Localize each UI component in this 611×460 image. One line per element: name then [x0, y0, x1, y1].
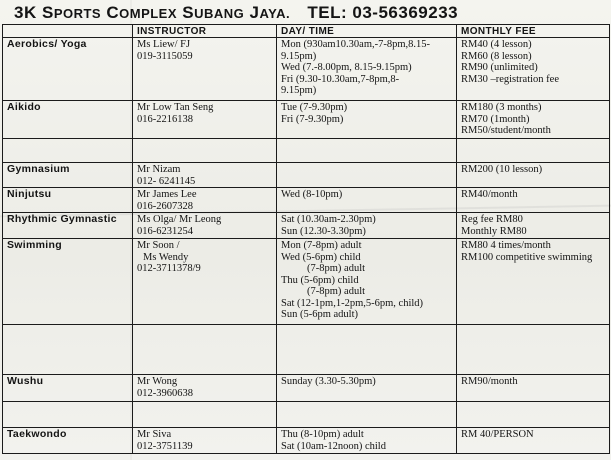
activity-cell: Gymnasium	[3, 163, 133, 188]
cell-line: RM60 (8 lesson)	[461, 50, 532, 62]
cell-line: 9.15pm)	[281, 50, 317, 62]
cell-line: RM90 (unlimited)	[461, 62, 538, 73]
cell-line: 016-6231254	[137, 225, 193, 237]
activity-cell: Taekwondo	[3, 428, 133, 454]
cell-line: RM100 competitive swimming	[461, 251, 593, 263]
instructor-cell	[133, 213, 277, 239]
cell-line: Mon (7-8pm) adult	[281, 240, 362, 251]
table-row	[3, 325, 610, 375]
cell-line: Mr Nizam	[137, 164, 181, 175]
instructor-cell	[133, 188, 277, 213]
column-header: DAY/ TIME	[277, 25, 457, 38]
activity-cell: Swimming	[3, 239, 133, 325]
activity-cell: Aikido	[3, 101, 133, 139]
table-row	[3, 139, 610, 163]
fee-cell	[457, 428, 610, 454]
cell-line: RM180 (3 months)	[461, 102, 542, 113]
instructor-cell	[133, 38, 277, 101]
schedule-cell	[277, 163, 457, 188]
table-row	[3, 239, 610, 325]
activity-cell	[3, 402, 133, 428]
cell-line: (7-8pm) adult	[307, 263, 366, 274]
cell-line: Reg fee RM80	[461, 214, 523, 225]
cell-line: Ms Olga/ Mr Leong	[137, 214, 222, 225]
cell-line: (7-8pm) adult	[307, 286, 366, 297]
schedule-cell	[277, 239, 457, 325]
fee-cell	[457, 139, 610, 163]
schedule-cell	[277, 402, 457, 428]
cell-line: 012-3960638	[137, 387, 193, 399]
cell-line: Mr Low Tan Seng	[137, 102, 214, 113]
title-part: UBANG	[194, 6, 245, 21]
schedule-cell	[277, 213, 457, 239]
title-part: J	[249, 3, 260, 22]
schedule-cell	[277, 375, 457, 402]
title-part: AYA.	[259, 6, 291, 21]
cell-line: Mr Wong	[137, 376, 178, 387]
cell-line: RM50/student/month	[461, 125, 551, 136]
table-row	[3, 188, 610, 213]
cell-line: Sunday (3.30-5.30pm)	[281, 376, 376, 387]
table-row	[3, 38, 610, 101]
cell-line: Wed (5-6pm) child	[281, 251, 361, 263]
page-title	[14, 3, 458, 23]
cell-line: Sun (5-6pm adult)	[281, 309, 358, 320]
activity-cell	[3, 325, 133, 375]
cell-line: RM200 (10 lesson)	[461, 164, 543, 175]
fee-cell	[457, 375, 610, 402]
title-part: S	[41, 3, 54, 22]
instructor-cell	[133, 375, 277, 402]
cell-line: 016-2607328	[137, 200, 193, 212]
schedule-cell	[277, 139, 457, 163]
fee-cell	[457, 163, 610, 188]
cell-line: Tue (7-9.30pm)	[281, 102, 348, 113]
table-row	[3, 402, 610, 428]
cell-line: Monthly RM80	[461, 225, 527, 237]
activity-cell	[3, 139, 133, 163]
table-row	[3, 375, 610, 402]
cell-line: 012-3751139	[137, 440, 193, 452]
title-part: C	[106, 3, 120, 22]
cell-line: Wed (8-10pm)	[281, 189, 343, 200]
activity-cell: Wushu	[3, 375, 133, 402]
table-row	[3, 101, 610, 139]
schedule-cell	[277, 325, 457, 375]
cell-line: 016-2216138	[137, 113, 193, 125]
instructor-cell	[133, 402, 277, 428]
table-row	[3, 213, 610, 239]
cell-line: RM30 –registration fee	[461, 73, 559, 85]
cell-line: RM40 (4 lesson)	[461, 39, 532, 50]
cell-line: RM70 (1month)	[461, 113, 530, 125]
title-part: 3K	[14, 3, 37, 22]
title-part: S	[182, 3, 195, 22]
title-part: OMPLEX	[119, 6, 178, 21]
fee-cell	[457, 402, 610, 428]
fee-cell	[457, 213, 610, 239]
cell-line: Thu (8-10pm) adult	[281, 429, 364, 440]
column-header	[3, 25, 133, 38]
table-header-row	[3, 25, 610, 38]
instructor-cell	[133, 139, 277, 163]
instructor-cell	[133, 428, 277, 454]
cell-line: Ms Wendy	[143, 251, 189, 263]
cell-line: 012-3711378/9	[137, 263, 201, 274]
schedule-cell	[277, 428, 457, 454]
cell-line: RM90/month	[461, 376, 518, 387]
cell-line: 9.15pm)	[281, 85, 317, 96]
table-row	[3, 428, 610, 454]
column-header: INSTRUCTOR	[133, 25, 277, 38]
table-row	[3, 163, 610, 188]
fee-cell	[457, 101, 610, 139]
cell-line: RM40/month	[461, 189, 518, 200]
title-part: PORTS	[53, 6, 102, 21]
cell-line: Mr Siva	[137, 429, 172, 440]
activity-cell: Rhythmic Gymnastic	[3, 213, 133, 239]
instructor-cell	[133, 325, 277, 375]
fee-cell	[457, 239, 610, 325]
cell-line: RM80 4 times/month	[461, 240, 551, 251]
cell-line: Sat (10.30am-2.30pm)	[281, 214, 376, 225]
cell-line: 012- 6241145	[137, 175, 196, 187]
fee-cell	[457, 38, 610, 101]
schedule-cell	[277, 188, 457, 213]
cell-line: RM 40/PERSON	[461, 429, 534, 440]
fee-cell	[457, 188, 610, 213]
cell-line: Sat (10am-12noon) child	[281, 440, 386, 452]
instructor-cell	[133, 101, 277, 139]
schedule-cell	[277, 101, 457, 139]
cell-line: Ms Liew/ FJ	[137, 39, 191, 50]
cell-line: Fri (7-9.30pm)	[281, 113, 344, 125]
schedule-cell	[277, 38, 457, 101]
cell-line: Sun (12.30-3.30pm)	[281, 225, 366, 237]
phone-number: TEL: 03-56369233	[307, 3, 459, 22]
cell-line: Thu (5-6pm) child	[281, 274, 359, 286]
instructor-cell	[133, 163, 277, 188]
cell-line: 019-3115059	[137, 50, 193, 62]
cell-line: Sat (12-1pm,1-2pm,5-6pm, child)	[281, 297, 424, 309]
cell-line: Wed (7.-8.00pm, 8.15-9.15pm)	[281, 62, 412, 73]
fee-cell	[457, 325, 610, 375]
instructor-cell	[133, 239, 277, 325]
activity-cell: Aerobics/ Yoga	[3, 38, 133, 101]
cell-line: Mr Soon /	[137, 240, 180, 251]
cell-line: Mon (930am10.30am,-7-8pm,8.15-	[281, 39, 431, 50]
schedule-table	[2, 24, 610, 454]
cell-line: Mr James Lee	[137, 189, 197, 200]
activity-cell: Ninjutsu	[3, 188, 133, 213]
column-header: MONTHLY FEE	[457, 25, 610, 38]
cell-line: Fri (9.30-10.30am,7-8pm,8-	[281, 73, 400, 85]
